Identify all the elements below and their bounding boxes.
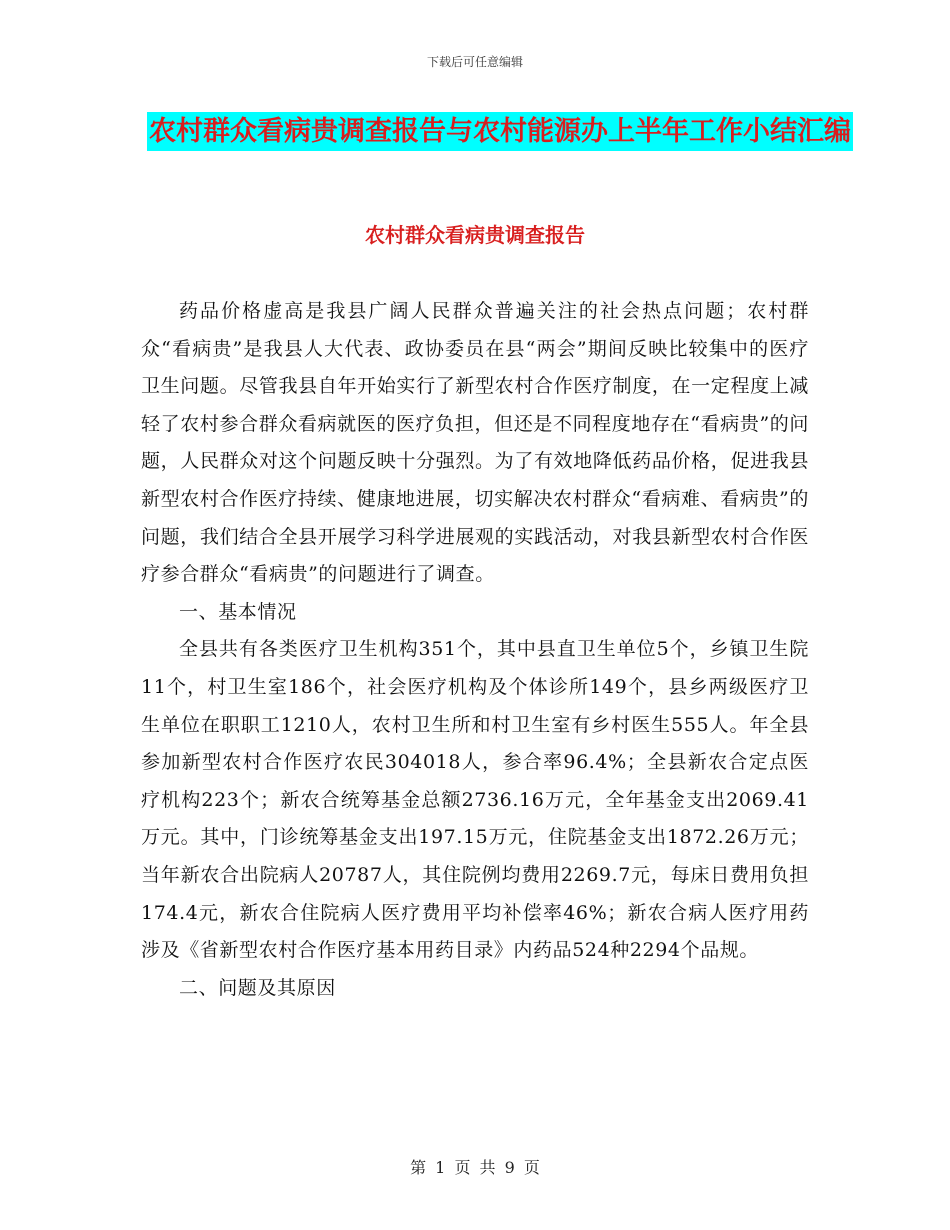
heading-basic-situation: 一、基本情况 [179,600,297,623]
page-header-note: 下载后可任意编辑 [426,55,523,69]
body-paragraph-intro: 药品价格虚高是我县广阔人民群众普遍关注的社会热点问题；农村群众“看病贵”是我县人大代表、政协委员在县“两会”期间反映比较集中的医疗卫生问题。尽管我县自年开始实行了新型农村合作医疗制度，在一定程度上减轻了农村参合群众看病就医的医疗负担，但还是不同程度地存在“看病贵”的问题，人民群众对这个问题反映十分强烈。为了有效地降低药品价格，促进我县新型农村合作医疗持续、健康地进展，切实解决农村群众“看病难、看病贵”的问题，我们结合全县开展学习科学进展观的实践活动，对我县新型农村合作医疗参合群众“看病贵”的问题进行了调查。 [141,300,809,586]
section-title: 农村群众看病贵调查报告 [365,223,585,247]
heading-problems-causes: 二、问题及其原因 [179,976,336,999]
document-body [141,293,809,1007]
main-title-highlight: 农村群众看病贵调查报告与农村能源办上半年工作小结汇编 [147,112,853,151]
page-number-footer: 第 1 页 共 9 页 [410,1158,540,1177]
body-paragraph-statistics: 全县共有各类医疗卫生机构351个，其中县直卫生单位5个，乡镇卫生院11个，村卫生室186个，社会医疗机构及个体诊所149个，县乡两级医疗卫生单位在职职工1210人，农村卫生所和村卫生室有乡村医生555人。年全县参加新型农村合作医疗农民304018人，参合率96.4%；全县新农合定点医疗机构223个；新农合统筹基金总额2736.16万元，全年基金支出2069.41万元。其中，门诊统筹基金支出197.15万元，住院基金支出1872.26万元；当年新农合出院病人20787人，其住院例均费用2269.7元，每床日费用负担174.4元，新农合住院病人医疗费用平均补偿率46%；新农合病人医疗用药涉及《省新型农村合作医疗基本用药目录》内药品524种2294个品规。 [141,638,809,962]
document-main-title [140,108,860,156]
